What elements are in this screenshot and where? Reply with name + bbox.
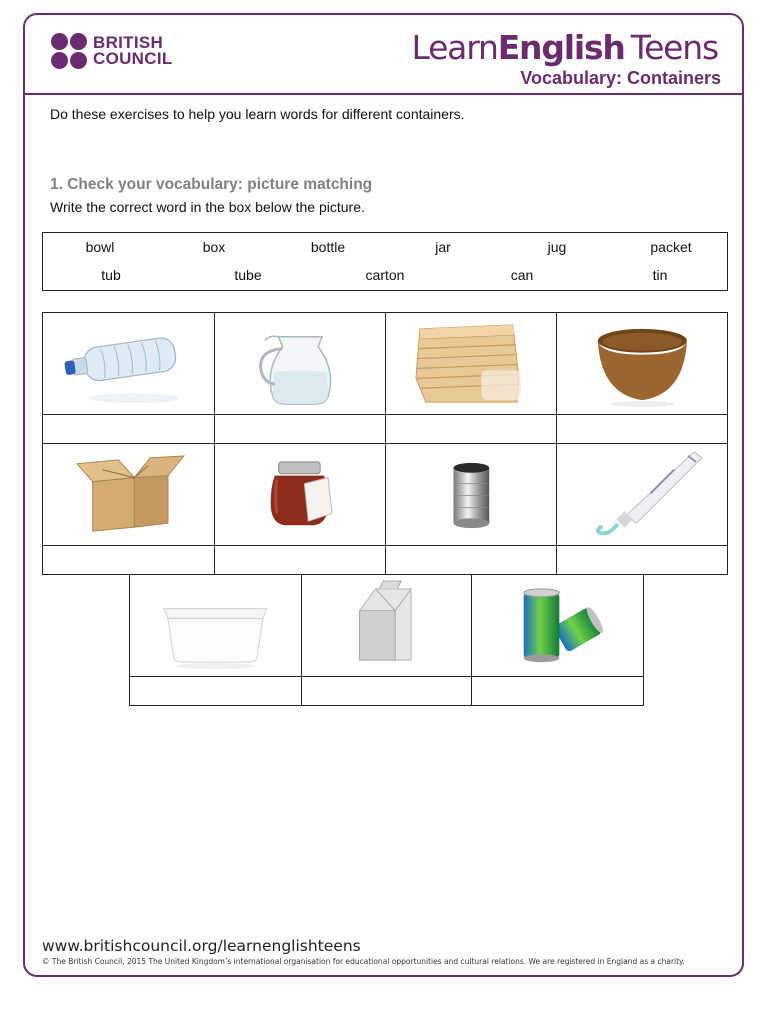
logo-line-1: BRITISH: [93, 33, 164, 52]
word-bank-item: bottle: [310, 239, 346, 255]
word-bank-item: box: [202, 239, 226, 255]
word-bank-item: tube: [234, 267, 262, 283]
picture-cell: [43, 313, 215, 415]
drink-can-image: [472, 575, 643, 676]
picture-cell: [557, 313, 728, 415]
picture-cell: [214, 313, 386, 415]
tub-image: [130, 575, 301, 676]
word-bank-item: jar: [435, 239, 451, 255]
word-bank-item: carton: [365, 267, 405, 283]
british-council-dots-icon: [51, 33, 87, 69]
picture-cell: [214, 444, 386, 546]
water-bottle-image: [43, 313, 214, 414]
page-title: Vocabulary: Containers: [520, 68, 721, 88]
bowl-image: [557, 313, 727, 414]
answer-box[interactable]: [557, 415, 728, 444]
answer-box[interactable]: [386, 546, 557, 575]
exercise-title: 1. Check your vocabulary: picture matching: [50, 176, 373, 193]
answer-box[interactable]: [214, 415, 386, 444]
footer-url[interactable]: www.britishcouncil.org/learnenglishteens: [42, 937, 361, 955]
brand-learn: Learn: [411, 28, 498, 67]
answer-box[interactable]: [130, 677, 302, 706]
british-council-logo: [51, 33, 173, 69]
exercise-instruction: Write the correct word in the box below the picture.: [50, 199, 365, 215]
answer-box[interactable]: [214, 546, 386, 575]
word-bank-item: tin: [652, 267, 668, 283]
milk-carton-image: [302, 575, 472, 676]
jam-jar-image: [215, 444, 386, 545]
picture-cell: [472, 575, 644, 677]
word-bank-item: can: [510, 267, 534, 283]
picture-cell: [301, 575, 472, 677]
answer-box[interactable]: [43, 415, 215, 444]
glass-jug-image: [215, 313, 386, 414]
logo-line-2: COUNCIL: [93, 49, 173, 68]
biscuit-packet-image: [386, 313, 556, 414]
word-bank: [42, 232, 728, 291]
picture-cell: [386, 444, 557, 546]
toothpaste-tube-image: [557, 444, 727, 545]
brand-teens: Teens: [630, 28, 718, 67]
answer-box[interactable]: [43, 546, 215, 575]
picture-grid-top: [42, 312, 728, 575]
cardboard-box-image: [43, 444, 214, 545]
answer-box[interactable]: [472, 677, 644, 706]
word-bank-item: jug: [547, 239, 567, 255]
footer-copyright: © The British Council, 2015 The United Kingdom’s international organisation for educational opportunities and cultural relations. We are registered in England as a charity.: [42, 957, 685, 966]
header-divider: [23, 93, 744, 95]
brand-english: English: [497, 28, 625, 67]
word-bank-item: packet: [650, 239, 692, 255]
picture-cell: [130, 575, 302, 677]
answer-box[interactable]: [301, 677, 472, 706]
word-bank-item: tub: [101, 267, 121, 283]
picture-cell: [557, 444, 728, 546]
picture-cell: [386, 313, 557, 415]
picture-cell: [43, 444, 215, 546]
answer-box[interactable]: [557, 546, 728, 575]
intro-text: Do these exercises to help you learn words for different containers.: [50, 106, 465, 122]
learnenglish-teens-logo: [411, 28, 718, 67]
tin-image: [386, 444, 556, 545]
answer-box[interactable]: [386, 415, 557, 444]
word-bank-item: bowl: [85, 239, 115, 255]
picture-grid-bottom: [129, 574, 644, 706]
